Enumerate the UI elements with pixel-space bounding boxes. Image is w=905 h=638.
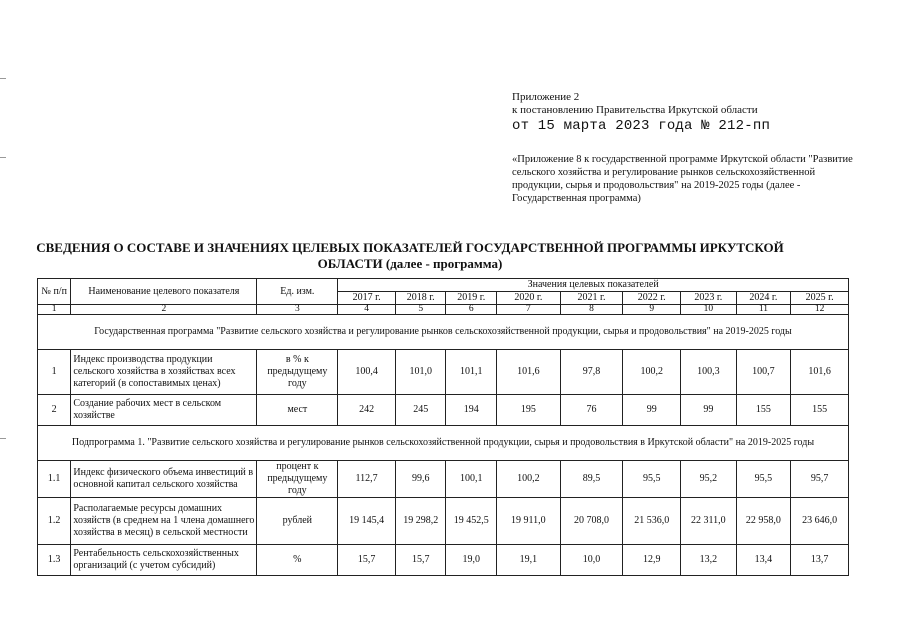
scan-mark: [0, 78, 6, 79]
row-unit: в % к предыдущему году: [257, 350, 338, 395]
header-row: [38, 279, 849, 292]
year-cell: 2025 г.: [791, 292, 849, 305]
row-value: 99: [623, 395, 681, 426]
column-number: 4: [338, 305, 396, 315]
appendix-line: к постановлению Правительства Иркутской области: [512, 104, 758, 116]
row-value: 100,2: [497, 461, 561, 498]
row-value: 15,7: [338, 545, 396, 576]
row-value: 13,4: [736, 545, 791, 576]
row-value: 19 145,4: [338, 498, 396, 545]
column-number: 5: [395, 305, 446, 315]
header-values: Значения целевых показателей: [338, 279, 849, 292]
row-num: 1.3: [38, 545, 71, 576]
row-value: 76: [560, 395, 623, 426]
row-unit: мест: [257, 395, 338, 426]
year-cell: 2020 г.: [497, 292, 561, 305]
row-value: 15,7: [395, 545, 446, 576]
row-value: 100,4: [338, 350, 396, 395]
row-value: 100,7: [736, 350, 791, 395]
row-value: 21 536,0: [623, 498, 681, 545]
year-cell: 2024 г.: [736, 292, 791, 305]
row-value: 12,9: [623, 545, 681, 576]
column-number: 7: [497, 305, 561, 315]
indicators-table: [37, 278, 849, 576]
section-row: [38, 426, 849, 461]
row-unit: рублей: [257, 498, 338, 545]
year-cell: 2017 г.: [338, 292, 396, 305]
row-unit: %: [257, 545, 338, 576]
column-number: 12: [791, 305, 849, 315]
row-value: 95,5: [623, 461, 681, 498]
row-num: 1: [38, 350, 71, 395]
row-value: 95,5: [736, 461, 791, 498]
row-value: 10,0: [560, 545, 623, 576]
row-name: Рентабельность сельскохозяйственных организаций (с учетом субсидий): [71, 545, 257, 576]
table-row: [38, 545, 849, 576]
row-value: 100,1: [446, 461, 497, 498]
resolution-stamp: от 15 марта 2023 года № 212-пп: [512, 118, 771, 134]
row-value: 22 958,0: [736, 498, 791, 545]
row-unit: процент к предыдущему году: [257, 461, 338, 498]
header-num: № п/п: [38, 279, 71, 305]
header-unit: Ед. изм.: [257, 279, 338, 305]
row-value: 19,0: [446, 545, 497, 576]
row-value: 155: [736, 395, 791, 426]
column-number: 9: [623, 305, 681, 315]
row-value: 99,6: [395, 461, 446, 498]
row-value: 95,7: [791, 461, 849, 498]
column-number: 1: [38, 305, 71, 315]
row-value: 99: [681, 395, 737, 426]
row-value: 101,6: [791, 350, 849, 395]
year-cell: 2023 г.: [681, 292, 737, 305]
appendix-line: Приложение 2: [512, 91, 580, 103]
row-value: 242: [338, 395, 396, 426]
row-value: 101,6: [497, 350, 561, 395]
column-number: 2: [71, 305, 257, 315]
row-value: 112,7: [338, 461, 396, 498]
row-value: 19 298,2: [395, 498, 446, 545]
scan-mark: [0, 438, 6, 439]
row-name: Располагаемые ресурсы домашних хозяйств (в среднем на 1 члена домашнего хозяйства в месяц) в сельской местности: [71, 498, 257, 545]
row-value: 100,2: [623, 350, 681, 395]
row-num: 1.2: [38, 498, 71, 545]
table-row: [38, 498, 849, 545]
table-row: [38, 350, 849, 395]
row-value: 19 911,0: [497, 498, 561, 545]
column-number: 8: [560, 305, 623, 315]
row-value: 89,5: [560, 461, 623, 498]
document-title: СВЕДЕНИЯ О СОСТАВЕ И ЗНАЧЕНИЯХ ЦЕЛЕВЫХ ПОКАЗАТЕЛЕЙ ГОСУДАРСТВЕННОЙ ПРОГРАММЫ ИРКУТСКОЙ ОБЛАСТИ (далее - программа): [36, 240, 784, 271]
row-value: 245: [395, 395, 446, 426]
row-value: 20 708,0: [560, 498, 623, 545]
column-number: 3: [257, 305, 338, 315]
row-value: 13,7: [791, 545, 849, 576]
row-value: 155: [791, 395, 849, 426]
column-number: 10: [681, 305, 737, 315]
header-name: Наименование целевого показателя: [71, 279, 257, 305]
section-row: [38, 315, 849, 350]
row-num: 1.1: [38, 461, 71, 498]
row-value: 95,2: [681, 461, 737, 498]
row-value: 100,3: [681, 350, 737, 395]
row-name: Индекс производства продукции сельского хозяйства в хозяйствах всех категорий (в сопоставимых ценах): [71, 350, 257, 395]
row-value: 97,8: [560, 350, 623, 395]
row-value: 19,1: [497, 545, 561, 576]
row-value: 101,0: [395, 350, 446, 395]
row-value: 101,1: [446, 350, 497, 395]
row-value: 195: [497, 395, 561, 426]
year-cell: 2019 г.: [446, 292, 497, 305]
year-cell: 2021 г.: [560, 292, 623, 305]
section-subprogram: Подпрограмма 1. "Развитие сельского хозяйства и регулирование рынков сельскохозяйственной продукции, сырья и продовольствия в Иркутской области" на 2019-2025 годы: [38, 426, 849, 461]
scan-mark: [0, 157, 6, 158]
table-row: [38, 461, 849, 498]
section-program: Государственная программа "Развитие сельского хозяйства и регулирование рынков сельскохозяйственной продукции, сырья и продовольствия" на 2019-2025 годы: [38, 315, 849, 350]
row-num: 2: [38, 395, 71, 426]
program-note: «Приложение 8 к государственной программе Иркутской области "Развитие сельского хозяйства и регулирование рынков сельскохозяйственной продукции, сырья и продовольствия" на 2019-2025 годы (далее - Государственная программа): [512, 154, 853, 204]
appendix-block: [512, 91, 770, 135]
table-row: [38, 395, 849, 426]
column-number: 11: [736, 305, 791, 315]
column-number: 6: [446, 305, 497, 315]
row-value: 23 646,0: [791, 498, 849, 545]
row-name: Создание рабочих мест в сельском хозяйстве: [71, 395, 257, 426]
row-value: 13,2: [681, 545, 737, 576]
row-value: 194: [446, 395, 497, 426]
row-value: 22 311,0: [681, 498, 737, 545]
row-name: Индекс физического объема инвестиций в основной капитал сельского хозяйства: [71, 461, 257, 498]
year-cell: 2018 г.: [395, 292, 446, 305]
column-numbers-row: [38, 305, 849, 315]
row-value: 19 452,5: [446, 498, 497, 545]
year-cell: 2022 г.: [623, 292, 681, 305]
